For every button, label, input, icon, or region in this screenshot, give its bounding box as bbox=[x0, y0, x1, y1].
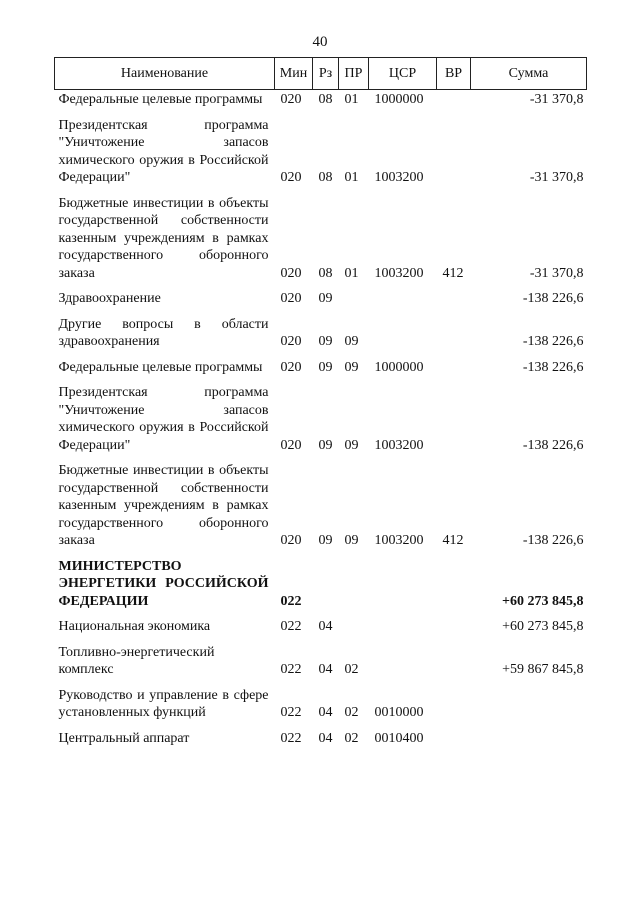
row-min: 020 bbox=[280, 533, 302, 548]
row-min: 020 bbox=[280, 265, 302, 281]
row-rz: 08 bbox=[318, 170, 333, 185]
row-min: 022 bbox=[280, 593, 302, 609]
row-sum: +59 867 845,8 bbox=[502, 662, 584, 677]
row-min: 020 bbox=[280, 92, 302, 107]
row-rz: 08 bbox=[318, 265, 333, 281]
table-row bbox=[55, 610, 587, 636]
table-row bbox=[55, 187, 587, 283]
row-min: 020 bbox=[280, 170, 302, 185]
row-csr: 1003200 bbox=[374, 170, 424, 185]
table-row bbox=[55, 308, 587, 351]
row-name: Национальная экономика bbox=[58, 619, 211, 634]
row-name: Топливно-энергетический комплекс bbox=[58, 644, 215, 677]
row-csr: 1003200 bbox=[374, 533, 424, 548]
row-sum: -31 370,8 bbox=[529, 92, 584, 107]
table-row bbox=[55, 550, 587, 611]
row-pr: 01 bbox=[344, 92, 359, 107]
row-pr bbox=[339, 550, 369, 611]
row-vr bbox=[437, 610, 471, 636]
row-vr bbox=[437, 550, 471, 611]
table-row bbox=[55, 636, 587, 679]
row-vr bbox=[437, 90, 471, 109]
row-vr bbox=[437, 376, 471, 454]
row-vr bbox=[437, 109, 471, 187]
header-csr: ЦСР bbox=[369, 58, 437, 90]
row-sum bbox=[471, 722, 587, 748]
row-vr bbox=[437, 636, 471, 679]
row-min: 022 bbox=[280, 662, 302, 677]
table-row bbox=[55, 351, 587, 377]
row-pr: 01 bbox=[344, 265, 359, 281]
row-sum: -31 370,8 bbox=[529, 265, 584, 281]
row-min: 022 bbox=[280, 619, 302, 634]
row-min: 022 bbox=[280, 730, 302, 746]
header-min: Мин bbox=[275, 58, 313, 90]
row-min: 022 bbox=[280, 705, 302, 720]
row-name: Федеральные целевые программы bbox=[58, 92, 263, 107]
row-csr bbox=[369, 550, 437, 611]
row-vr: 412 bbox=[442, 265, 464, 281]
row-rz: 09 bbox=[318, 359, 333, 375]
header-vr: ВР bbox=[437, 58, 471, 90]
row-min: 020 bbox=[280, 359, 302, 375]
header-name: Наименование bbox=[55, 58, 275, 90]
row-name: Другие вопросы в области здравоохранения bbox=[58, 316, 269, 349]
row-rz: 09 bbox=[318, 533, 333, 548]
row-rz bbox=[313, 550, 339, 611]
row-pr: 02 bbox=[344, 705, 359, 720]
page-number: 40 bbox=[312, 34, 328, 50]
row-rz: 09 bbox=[318, 291, 333, 306]
row-csr: 1000000 bbox=[374, 359, 424, 375]
table-row bbox=[55, 282, 587, 308]
row-min: 020 bbox=[280, 437, 302, 453]
row-name: МИНИСТЕРСТВО ЭНЕРГЕТИКИ РОССИЙСКОЙ ФЕДЕРАЦИИ bbox=[58, 558, 269, 609]
row-sum: -138 226,6 bbox=[522, 359, 584, 375]
row-vr: 412 bbox=[442, 533, 464, 548]
row-rz: 09 bbox=[318, 334, 333, 349]
row-pr: 09 bbox=[344, 533, 359, 548]
row-csr: 1003200 bbox=[374, 437, 424, 453]
row-rz: 08 bbox=[318, 92, 333, 107]
row-vr bbox=[437, 351, 471, 377]
row-rz: 09 bbox=[318, 437, 333, 453]
row-rz: 04 bbox=[318, 705, 333, 720]
header-rz: Рз bbox=[313, 58, 339, 90]
row-pr: 09 bbox=[344, 334, 359, 349]
row-rz: 04 bbox=[318, 730, 333, 746]
row-sum: -138 226,6 bbox=[522, 533, 584, 548]
row-sum: -138 226,6 bbox=[522, 291, 584, 306]
row-name: Бюджетные инвестиции в объекты государственной собственности казенным учреждениям в рамках государственного оборонного заказа bbox=[58, 195, 269, 281]
table-row bbox=[55, 109, 587, 187]
row-name: Центральный аппарат bbox=[58, 730, 190, 746]
row-vr bbox=[437, 308, 471, 351]
row-pr bbox=[339, 282, 369, 308]
row-pr: 09 bbox=[344, 437, 359, 453]
row-csr: 0010000 bbox=[374, 705, 424, 720]
row-name: Бюджетные инвестиции в объекты государственной собственности казенным учреждениям в рамках государственного оборонного заказа bbox=[58, 463, 269, 548]
row-csr: 1003200 bbox=[374, 265, 424, 281]
row-min: 020 bbox=[280, 291, 302, 306]
row-name: Здравоохранение bbox=[58, 291, 161, 306]
header-sum: Сумма bbox=[471, 58, 587, 90]
table-row bbox=[55, 679, 587, 722]
row-csr: 0010400 bbox=[374, 730, 424, 746]
row-name: Руководство и управление в сфере установленных функций bbox=[58, 687, 269, 720]
row-rz: 04 bbox=[318, 662, 333, 677]
row-vr bbox=[437, 282, 471, 308]
table-header-row bbox=[55, 58, 587, 90]
row-csr bbox=[369, 636, 437, 679]
row-sum: +60 273 845,8 bbox=[502, 593, 584, 609]
row-pr: 02 bbox=[344, 730, 359, 746]
header-pr: ПР bbox=[339, 58, 369, 90]
row-pr: 01 bbox=[344, 170, 359, 185]
row-csr: 1000000 bbox=[374, 92, 424, 107]
table-row bbox=[55, 722, 587, 748]
budget-table bbox=[54, 57, 587, 747]
row-name: Федеральные целевые программы bbox=[58, 359, 263, 375]
row-name: Президентская программа "Уничтожение запасов химического оружия в Российской Федерации" bbox=[58, 385, 269, 453]
row-csr bbox=[369, 610, 437, 636]
row-sum: -138 226,6 bbox=[522, 437, 584, 453]
row-pr: 02 bbox=[344, 662, 359, 677]
row-name: Президентская программа "Уничтожение запасов химического оружия в Российской Федерации" bbox=[58, 117, 269, 185]
row-vr bbox=[437, 722, 471, 748]
row-csr bbox=[369, 282, 437, 308]
table-row bbox=[55, 376, 587, 454]
row-min: 020 bbox=[280, 334, 302, 349]
row-pr bbox=[339, 610, 369, 636]
row-pr: 09 bbox=[344, 359, 359, 375]
table-row bbox=[55, 90, 587, 109]
row-sum: -138 226,6 bbox=[522, 334, 584, 349]
row-rz: 04 bbox=[318, 619, 333, 634]
row-vr bbox=[437, 679, 471, 722]
table-row bbox=[55, 454, 587, 550]
row-sum: -31 370,8 bbox=[529, 170, 584, 185]
row-sum: +60 273 845,8 bbox=[502, 619, 584, 634]
row-sum bbox=[471, 679, 587, 722]
row-csr bbox=[369, 308, 437, 351]
